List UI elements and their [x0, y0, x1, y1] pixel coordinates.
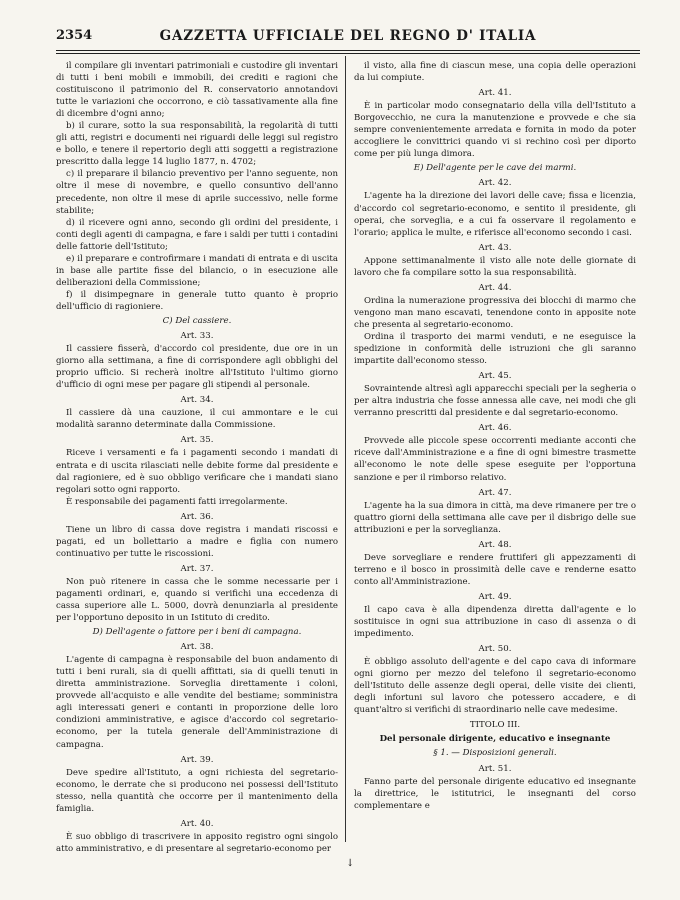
article-heading: Art. 36.	[180, 511, 214, 522]
article-heading: Art. 42.	[478, 178, 512, 189]
article-heading: Art. 39.	[180, 754, 214, 765]
section-heading: E) Dell'agente per le cave dei marmi.	[413, 163, 577, 174]
article-heading: Art. 41.	[478, 88, 512, 99]
paragraph: f) il disimpegnare in generale tutto quanto è proprio dell'ufficio di ragioniere.	[56, 289, 338, 312]
article-heading: Art. 51.	[478, 763, 512, 774]
paragraph: Il cassiere dà una cauzione, il cui ammontare e le cui modalità saranno determinate dalla Commissione.	[56, 408, 338, 431]
paragraph: Ordina la numerazione progressiva dei blocchi di marmo che vengono man mano escavati, tenendone conto in apposite note che presenta al segretario-economo.	[354, 295, 636, 330]
paragraph: e) il preparare e controfirmare i mandati di entrata e di uscita in base alle partite fisse del bilancio, o in esecuzione alle deliberazioni della Commissione;	[56, 253, 338, 288]
paragraph: Fanno parte del personale dirigente educativo ed insegnante la direttrice, le istitutrici, le insegnanti del corso complementare e	[354, 776, 636, 811]
paragraph: L'agente ha la direzione dei lavori delle cave; fissa e licenzia, d'accordo col segretario-economo, e sentito il presidente, gli operai, che sorveglia, e a cui fa osservare il regolamento e l'orario; applica le multe, e riferisce all'economo secondo i casi.	[354, 191, 636, 238]
paragraph: Provvede alle piccole spese occorrenti mediante acconti che riceve dall'Amministrazione e a fine di ogni bimestre trasmette all'economo le note delle spese eseguite per l'opportuna sanzione e per il rimborso relativo.	[354, 436, 636, 483]
header-rule	[56, 50, 640, 51]
page-number: 2354	[56, 28, 93, 43]
chapter-heading: Del personale dirigente, educativo e insegnante	[379, 734, 611, 745]
article-heading: Art. 46.	[478, 423, 512, 434]
article-heading: Art. 37.	[180, 563, 214, 574]
paragraph: È suo obbligo di trascrivere in apposito registro ogni singolo atto amministrativo, e di presentare al segretario-economo per	[56, 831, 338, 854]
paragraph: Deve spedire all'Istituto, a ogni richiesta del segretario-economo, le derrate che si producono nei possessi dell'Istituto stesso, nella quantità che occorre per il mantenimento della famiglia.	[56, 767, 338, 814]
paragraph: Non può ritenere in cassa che le somme necessarie per i pagamenti ordinari, e, quando si verifichi una eccedenza di cassa superiore alle L. 5000, dovrà denunziarla al presidente per l'opportuno deposito in un Istituto di credito.	[56, 576, 338, 624]
title-heading: TITOLO III.	[469, 720, 521, 731]
paragraph: il visto, alla fine di ciascun mese, una copia delle operazioni da lui compiute.	[354, 61, 636, 84]
left-column	[56, 60, 338, 855]
right-column	[354, 60, 636, 812]
article-heading: Art. 50.	[478, 644, 512, 655]
article-heading: Art. 33.	[180, 331, 214, 342]
paragraph: Il capo cava è alla dipendenza diretta dall'agente e lo sostituisce in ogni sua attribuzione in caso di assenza o di impedimento.	[354, 604, 636, 640]
paragraph: Tiene un libro di cassa dove registra i mandati riscossi e pagati, ed un bollettario a madre e figlia con numero continuativo per tutte le riscossioni.	[56, 524, 338, 559]
paragraph: Deve sorvegliare e rendere fruttiferi gli appezzamenti di terreno e il bosco in prossimità delle cave e renderne esatto conto all'Amministrazione.	[354, 552, 636, 587]
paragraph: Riceve i versamenti e fa i pagamenti secondo i mandati di entrata e di uscita rilasciati nelle debite forme dal presidente e dal ragioniere, ed è suo obbligo verificare che i mandati siano regolari sotto ogni rapporto.	[56, 448, 338, 495]
paragraph: L'agente di campagna è responsabile del buon andamento di tutti i beni rurali, sia di quelli affittati, sia di quelli tenuti in diretta amministrazione. Sorveglia direttamente i coloni, provvede all'acquisto e alle vendite del bestiame; somministra agli interessati generi e contanti in proporzione delle loro condizioni amministrative, e agisce d'accordo col segretario-economo, per la tutela generale dell'Amministrazione di campagna.	[56, 655, 338, 750]
article-heading: Art. 38.	[180, 642, 214, 653]
gazette-title: GAZZETTA UFFICIALE DEL REGNO D' ITALIA	[159, 28, 537, 44]
article-heading: Art. 48.	[478, 539, 512, 550]
column-divider	[345, 56, 346, 842]
paragraph: Il cassiere fisserà, d'accordo col presidente, due ore in un giorno alla settimana, a fine di corrispondere agli obblighi del proprio ufficio. Si recherà inoltre all'Istituto l'ultimo giorno d'ufficio di ogni mese per pagare gli stipendi al personale.	[56, 344, 338, 391]
page-header	[56, 24, 640, 46]
paragraph: È in particolar modo consegnatario della villa dell'Istituto a Borgovecchio, ne cura la manutenzione e provvede e che sia sempre convenientemente arredata e fornita in modo da poter accogliere le convittrici quando vi si rechino così per diporto come per più lunga dimora.	[354, 101, 636, 160]
section-heading: D) Dell'agente o fattore per i beni di campagna.	[92, 627, 302, 638]
paragraph: b) il curare, sotto la sua responsabilità, la regolarità di tutti gli atti, registri e documenti nei riguardi delle leggi sul registro e bollo, e tenere il repertorio degli atti soggetti a registrazione prescritto dalla legge 14 luglio 1877, n. 4702;	[56, 121, 338, 168]
paragraph: Sovraintende altresì agli apparecchi speciali per la segheria o per altra industria che fosse annessa alle cave, nei modi che gli verranno prescritti dal presidente e dal segretario-economo.	[354, 384, 636, 419]
paragraph: È obbligo assoluto dell'agente e del capo cava di informare ogni giorno per mezzo del telefono il segretario-economo dell'Istituto delle assenze degli operai, delle visite dei clienti, degli infortuni sul lavoro che potessero accadere, e di quant'altro si verifichi di straordinario nelle cave medesime.	[354, 657, 636, 716]
section-heading: C) Del cassiere.	[162, 315, 232, 326]
article-heading: Art. 43.	[478, 242, 512, 253]
bottom-mark: ↓	[346, 858, 355, 869]
paragraph: È responsabile dei pagamenti fatti irregolarmente.	[66, 496, 288, 507]
article-heading: Art. 35.	[180, 435, 214, 446]
article-heading: Art. 40.	[180, 818, 214, 829]
article-heading: Art. 45.	[478, 371, 512, 382]
section-heading: § 1. — Disposizioni generali.	[433, 748, 557, 759]
paragraph: d) il ricevere ogni anno, secondo gli ordini del presidente, i conti degli agenti di campagna, e fare i saldi per tutti i contadini delle fattorie dell'Istituto;	[56, 217, 338, 252]
article-heading: Art. 34.	[180, 395, 214, 406]
article-heading: Art. 47.	[478, 487, 512, 498]
header-rule-thin	[56, 53, 640, 54]
article-heading: Art. 49.	[478, 591, 512, 602]
paragraph: il compilare gli inventari patrimoniali e custodire gli inventari di tutti i beni mobili e immobili, dei crediti e ragioni che costituiscono il patrimonio del R. conservatorio annotandovi tutte le variazioni che occorrono, e ciò tassativamente alla fine di dicembre d'ogni anno;	[56, 61, 338, 120]
article-heading: Art. 44.	[478, 282, 512, 293]
paragraph: c) il preparare il bilancio preventivo per l'anno seguente, non oltre il mese di novembre, e quello consuntivo dell'anno precedente, non oltre il mese di aprile successivo, nelle forme stabilite;	[56, 169, 338, 216]
paragraph: L'agente ha la sua dimora in città, ma deve rimanere per tre o quattro giorni della settimana alle cave per il disbrigo delle sue attribuzioni e per la sorveglianza.	[354, 500, 636, 535]
paragraph: Ordina il trasporto dei marmi venduti, e ne eseguisce la spedizione in conformità delle istruzioni che gli saranno impartite dall'economo stesso.	[354, 331, 636, 367]
paragraph: Appone settimanalmente il visto alle note delle giornate di lavoro che fa compilare sotto la sua responsabilità.	[354, 255, 636, 278]
